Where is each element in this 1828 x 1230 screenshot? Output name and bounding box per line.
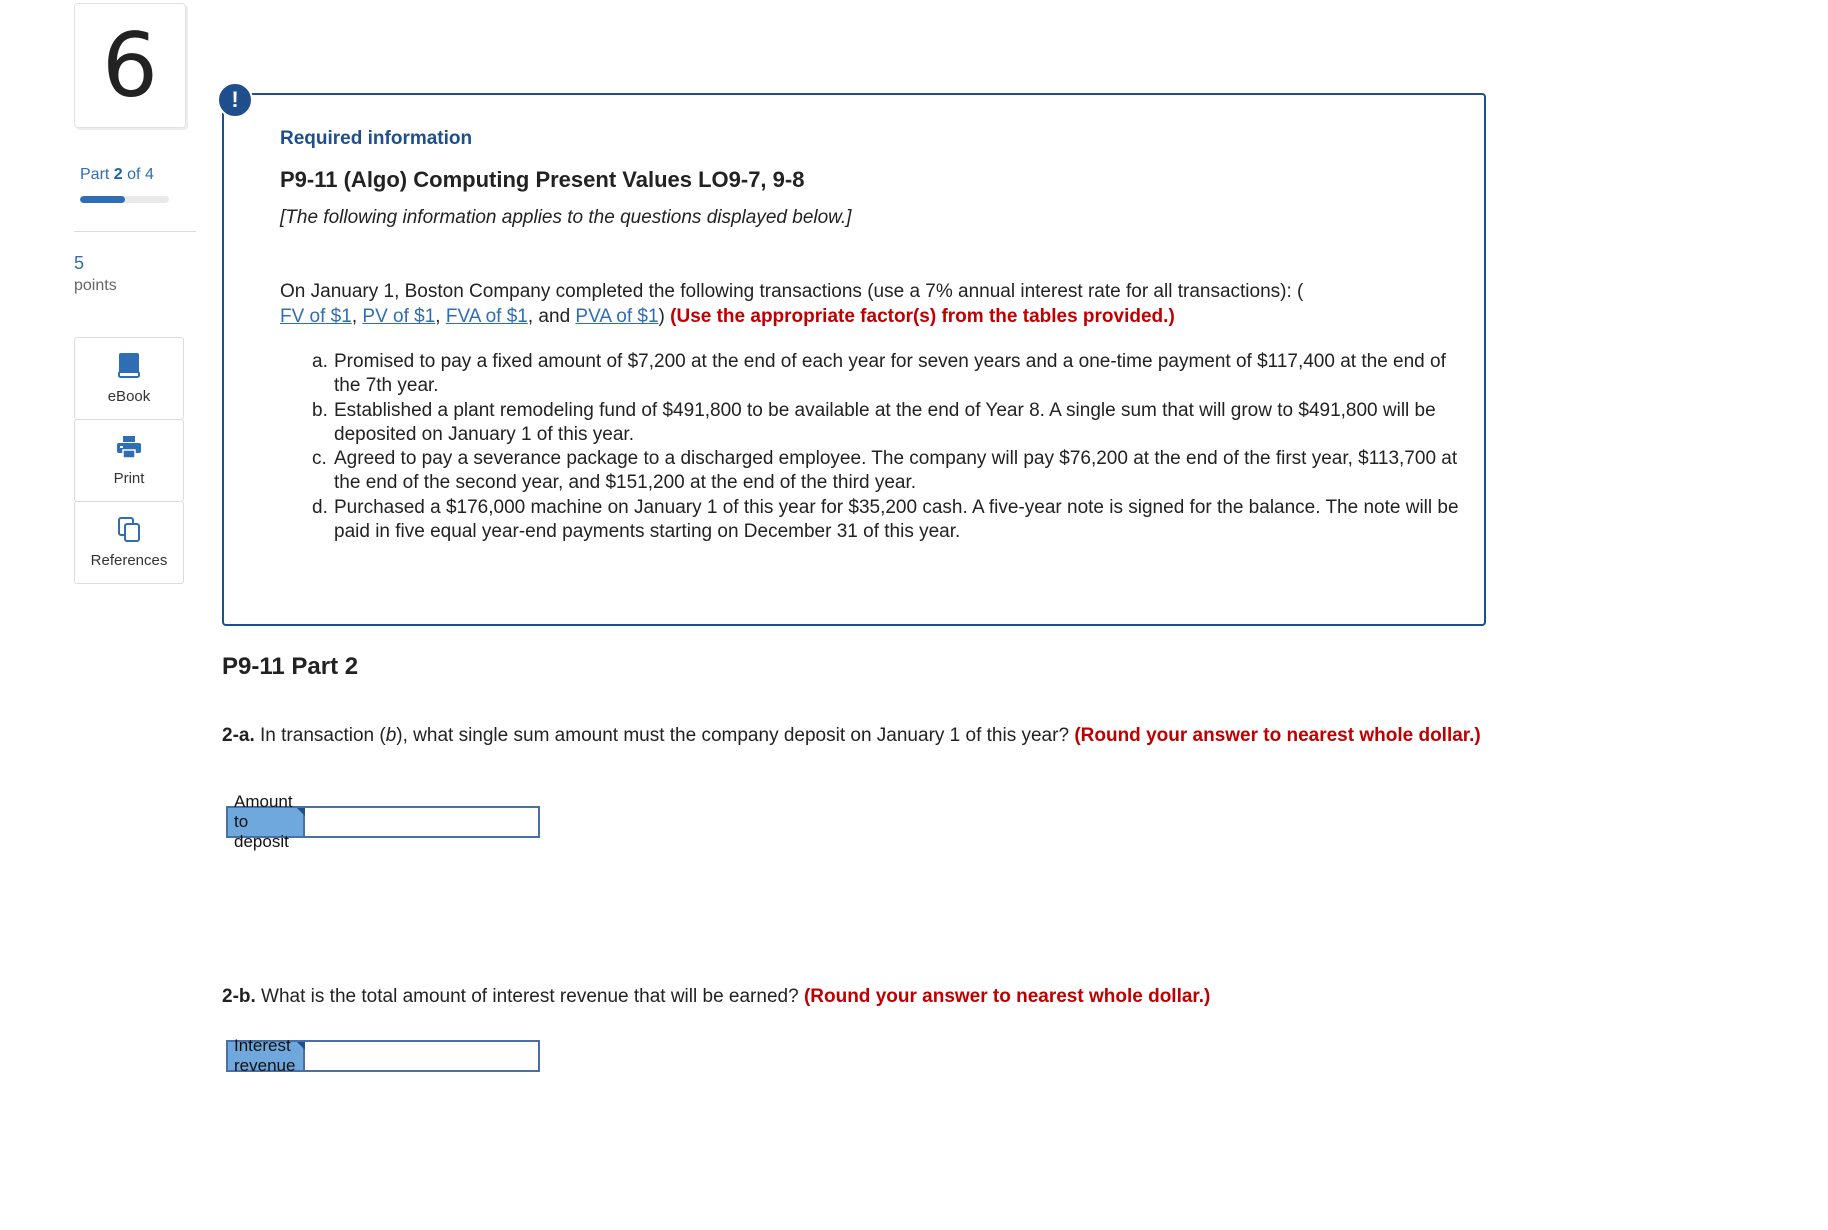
fv-table-link[interactable]: FV of $1: [280, 306, 352, 327]
part-title: P9-11 Part 2: [222, 653, 359, 680]
required-info-heading: Required information: [280, 128, 473, 149]
interest-revenue-input[interactable]: [305, 1042, 538, 1070]
part-progress-fill: [80, 196, 125, 203]
ebook-label: eBook: [107, 388, 151, 405]
amount-to-deposit-input[interactable]: [305, 808, 538, 836]
divider: [74, 231, 196, 232]
answer-label-interest-revenue: Interest revenue: [228, 1042, 305, 1070]
question-2a: 2-a. In transaction (b), what single sum amount must the company deposit on January 1 of this year? (Round your answer to nearest whole dollar.): [222, 725, 1481, 746]
references-label: References: [90, 552, 168, 569]
answer-row-2a: [226, 792, 540, 851]
tools-panel: [74, 337, 184, 583]
transaction-item: d. Purchased a $176,000 machine on January 1 of this year for $35,200 cash. A five-year note is signed for the balance. The note will be paid in five equal year-end payments starting on December 31 of this year.: [312, 496, 1459, 543]
part-progress-bar: [80, 196, 169, 203]
answer-label-amount-to-deposit: Amount to deposit: [228, 808, 305, 836]
points-label: points: [74, 277, 117, 294]
printer-icon: [116, 434, 142, 460]
copy-icon: [116, 516, 142, 542]
problem-title: P9-11 (Algo) Computing Present Values LO9-7, 9-8: [280, 167, 805, 192]
transaction-item: c. Agreed to pay a severance package to a discharged employee. The company will pay $76,200 at the end of the first year, $113,700 at the end of the second year, and $151,200 at the end of the third year.: [312, 448, 1458, 494]
transaction-item: a. Promised to pay a fixed amount of $7,200 at the end of each year for seven years and a one-time payment of $117,400 at the end of the 7th year.: [312, 351, 1446, 397]
pv-table-link[interactable]: PV of $1: [362, 306, 436, 327]
question-number-card: [74, 3, 186, 128]
info-note: [The following information applies to the questions displayed below.]: [280, 207, 852, 228]
print-button[interactable]: [74, 419, 184, 502]
ebook-button[interactable]: [74, 337, 184, 420]
question-2b: 2-b. What is the total amount of interest revenue that will be earned? (Round your answer to nearest whole dollar.): [222, 986, 1211, 1007]
print-label: Print: [113, 470, 145, 487]
alert-icon: !: [217, 82, 253, 118]
transaction-list: [312, 350, 1462, 544]
problem-intro: On January 1, Boston Company completed the following transactions (use a 7% annual interest rate for all transactions): ( FV of $1, PV of $1, FVA of $1, and PVA of $1) (Use the appropriate factor(s) from the tables provided.): [280, 281, 1304, 327]
part-progress-label: Part 2 of 4: [80, 166, 154, 183]
transaction-item: b. Established a plant remodeling fund of $491,800 to be available at the end of Year 8. A single sum that will grow to $491,800 will be deposited on January 1 of this year.: [312, 399, 1436, 445]
answer-row-2b: [226, 1036, 540, 1075]
book-icon: [116, 352, 142, 378]
references-button[interactable]: [74, 501, 184, 584]
points-value: 5: [74, 253, 85, 273]
question-number: 6: [102, 14, 158, 117]
fva-table-link[interactable]: FVA of $1: [445, 306, 528, 327]
factor-instruction: (Use the appropriate factor(s) from the tables provided.): [670, 306, 1175, 327]
pva-table-link[interactable]: PVA of $1: [575, 306, 659, 327]
